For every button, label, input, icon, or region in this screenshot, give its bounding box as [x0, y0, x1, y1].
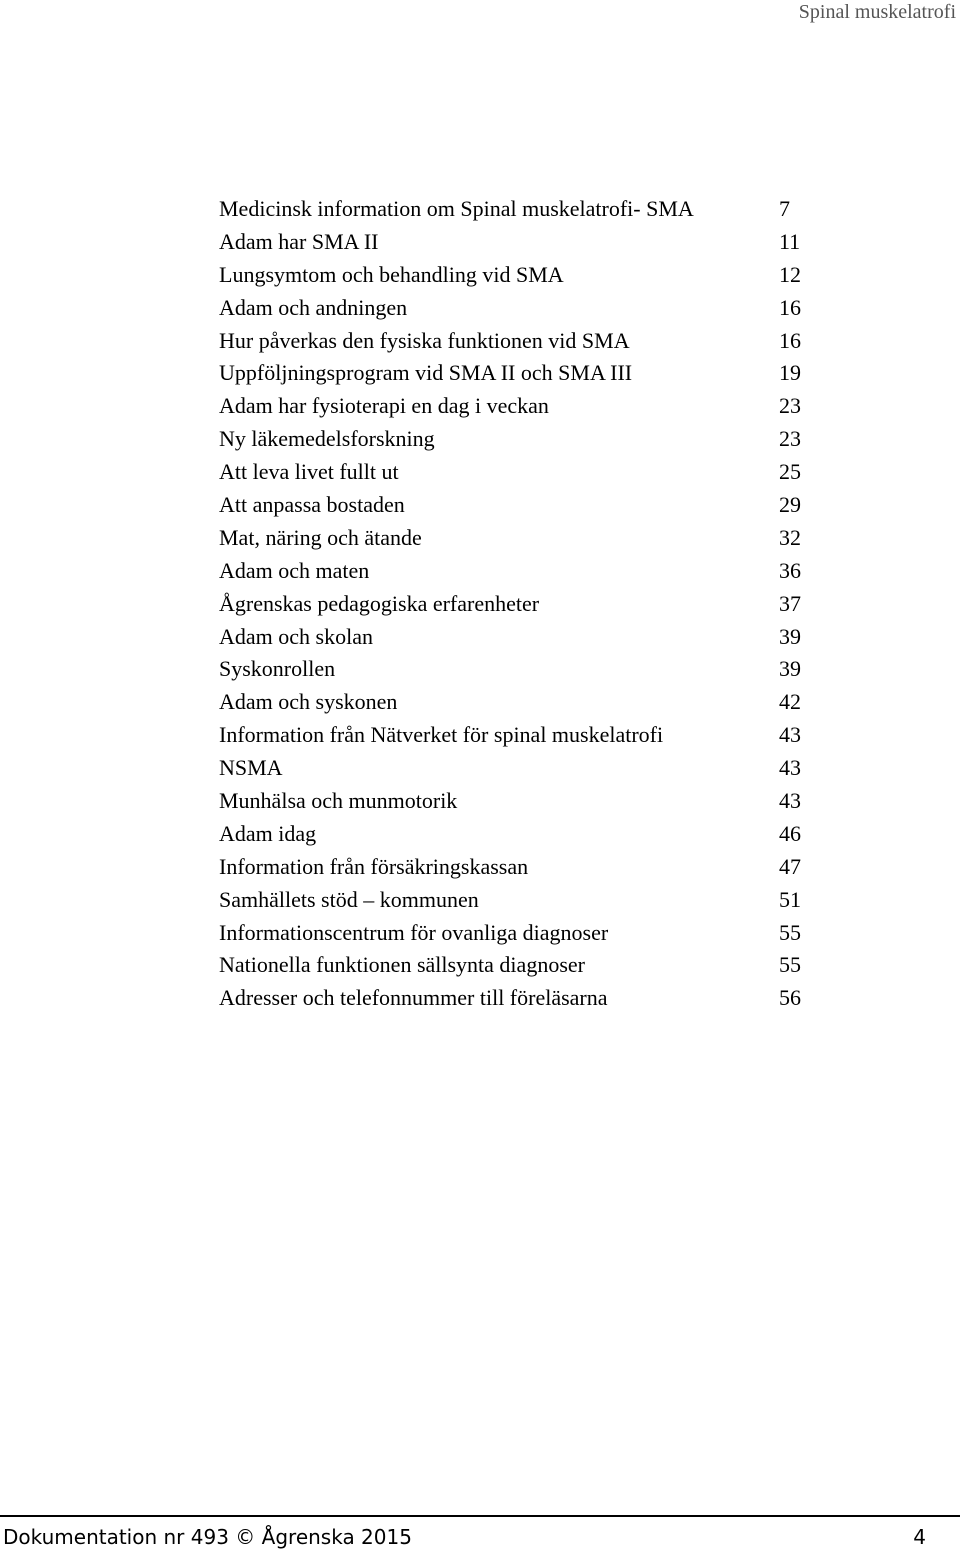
toc-entry-title: Adam har SMA II [219, 228, 379, 254]
toc-entry-page: 16 [779, 294, 801, 320]
toc-entry-page: 55 [779, 919, 801, 945]
toc-entry-title: Syskonrollen [219, 656, 336, 682]
toc-entry-page: 36 [779, 557, 801, 583]
toc-entry-title: Informationscentrum för ovanliga diagnoser [219, 919, 609, 945]
toc-entry-page: 42 [779, 689, 801, 715]
toc-entry [219, 522, 809, 555]
toc-entry [219, 357, 809, 390]
toc-entry-page: 32 [779, 524, 801, 550]
toc-entry-page: 29 [779, 492, 801, 518]
toc-entry [219, 884, 809, 917]
toc-entry [219, 621, 809, 654]
toc-entry-title: Munhälsa och munmotorik [219, 788, 458, 814]
toc-entry-title: Uppföljningsprogram vid SMA II och SMA III [219, 360, 633, 386]
toc-entry [219, 555, 809, 588]
toc-entry-page: 23 [779, 393, 801, 419]
toc-entry [219, 325, 809, 358]
toc-entry [219, 226, 809, 259]
toc-entry-title: Mat, näring och ätande [219, 524, 422, 550]
toc-entry-page: 11 [779, 228, 801, 254]
toc-entry-page: 16 [779, 327, 801, 353]
toc-entry-page: 43 [779, 722, 801, 748]
toc-entry-page: 43 [779, 788, 801, 814]
toc-entry [219, 949, 809, 982]
toc-entry-page: 39 [779, 623, 801, 649]
toc-entry [219, 785, 809, 818]
toc-entry [219, 193, 809, 226]
running-header: Spinal muskelatrofi [798, 1, 956, 23]
toc-entry-page: 7 [779, 196, 790, 221]
toc-entry [219, 752, 809, 785]
toc-entry-title: Adam och skolan [219, 623, 373, 649]
toc-entry [219, 259, 809, 292]
toc-entry-page: 47 [779, 853, 801, 879]
toc-entry [219, 719, 809, 752]
toc-entry-page: 23 [779, 426, 801, 452]
toc-entry [219, 982, 809, 1015]
toc-entry [219, 588, 809, 621]
toc-entry-page: 56 [779, 985, 801, 1011]
toc-entry-title: Adam och maten [219, 557, 370, 583]
toc-entry-title: Nationella funktionen sällsynta diagnoser [219, 952, 585, 978]
page-footer [0, 1515, 960, 1557]
toc-entry [219, 423, 809, 456]
toc-entry [219, 818, 809, 851]
toc-entry-page: 39 [779, 656, 801, 682]
toc-entry-page: 51 [779, 886, 801, 912]
toc-entry [219, 489, 809, 522]
toc-entry-title: Adam och andningen [219, 294, 408, 320]
toc-entry-title: Att anpassa bostaden [219, 492, 405, 518]
toc-entry-title: Lungsymtom och behandling vid SMA [219, 261, 564, 287]
toc-entry-page: 19 [779, 360, 801, 386]
toc-entry-page: 12 [779, 261, 801, 287]
table-of-contents [219, 193, 809, 1015]
toc-entry-page: 37 [779, 590, 801, 616]
toc-entry-title: Information från försäkringskassan [219, 853, 529, 879]
toc-entry-title: Ny läkemedelsforskning [219, 426, 435, 452]
toc-entry [219, 456, 809, 489]
toc-entry-page: 25 [779, 459, 801, 485]
toc-entry [219, 653, 809, 686]
toc-entry-page: 46 [779, 820, 801, 846]
toc-entry-title: Adresser och telefonnummer till föreläsarna [219, 985, 608, 1011]
toc-entry [219, 851, 809, 884]
footer-page-number: 4 [913, 1525, 926, 1549]
toc-entry-title: Att leva livet fullt ut [219, 459, 399, 485]
toc-entry-title: Hur påverkas den fysiska funktionen vid SMA [219, 327, 630, 353]
toc-entry [219, 292, 809, 325]
toc-entry [219, 390, 809, 423]
toc-entry [219, 686, 809, 719]
toc-entry-title: Adam och syskonen [219, 689, 398, 715]
toc-entry-title: Ågrenskas pedagogiska erfarenheter [219, 590, 540, 616]
footer-publication-info: Dokumentation nr 493 © Ågrenska 2015 [3, 1525, 412, 1549]
toc-entry-page: 55 [779, 952, 801, 978]
toc-entry-title: NSMA [219, 755, 283, 781]
toc-entry-title: Adam har fysioterapi en dag i veckan [219, 393, 549, 419]
toc-entry-title: Samhällets stöd – kommunen [219, 886, 479, 912]
toc-entry-title: Medicinsk information om Spinal muskelatrofi- SMA [219, 196, 694, 221]
toc-entry-title: Information från Nätverket för spinal muskelatrofi [219, 722, 664, 748]
toc-entry [219, 917, 809, 950]
toc-entry-page: 43 [779, 755, 801, 781]
toc-entry-title: Adam idag [219, 820, 317, 846]
